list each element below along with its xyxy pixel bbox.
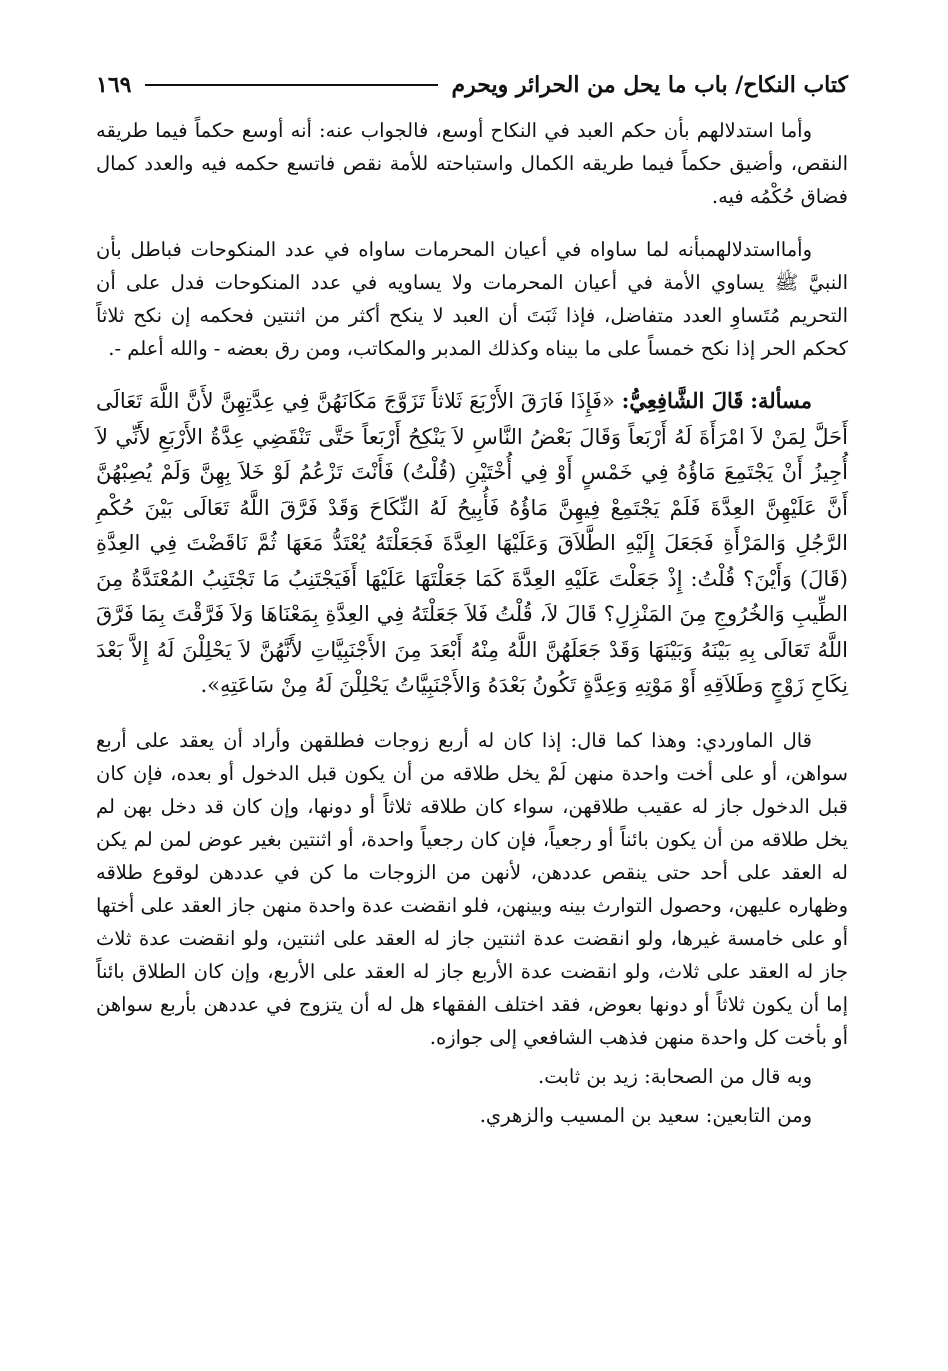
paragraph-mawardi-commentary: قال الماوردي: وهذا كما قال: إذا كان له أربع زوجات فطلقهن وأراد أن يعقد على أربع سواهن، أو على أخت واحدة منهن لَمْ يخل طلاقه من أن يكون قبل الدخول أو بعده، فإن كان قبل الدخول جاز له عقيب طلاقهن، سواء كان طلاقه ثلاثاً أو دونها، وإن كان قد دخل بهن لم يخل طلاقه من أن يكون بائناً أو رجعياً، فإن كان رجعياً واحدة، أو اثنتين بغير عوض لمن لم يكن له العقد على أحد حتى ينقص عددهن، لأنهن من الزوجات ما كن في عددهن لوقوع طلاقه وظهاره عليهن، وحصول التوارث بينه وبينهن، فلو انقضت عدة واحدة منهن جاز العقد على أختها أو على خامسة غيرها، ولو انقضت عدة اثنتين جاز له العقد على اثنتين، ولو انقضت عدة ثلاث جاز له العقد على ثلاث، ولو انقضت عدة الأربع جاز له العقد على الأربع، وإن كان الطلاق بائناً إما أن يكون ثلاثاً أو دونها بعوض، فقد اختلف الفقهاء هل له أن يتزوج في عددهن بأربع سواهن أو بأخت كل واحدة منهن فذهب الشافعي إلى جوازه. — [96, 728, 848, 1049]
page-number: ١٦٩ — [96, 72, 132, 98]
running-title: كتاب النكاح/ باب ما يحل من الحرائر ويحرم — [451, 72, 848, 98]
header-rule — [145, 84, 437, 86]
running-header — [96, 62, 848, 108]
masala-text: «فَإِذَا فَارَقَ الأَرْبَعَ ثَلاثاً تَزَوَّجَ مَكَانَهُنَّ فِي عِدَّتِهِنَّ لأَنَّ اللَّهَ تَعَالَى أَحَلَّ لِمَنْ لاَ امْرَأَةَ لَهُ أَرْبَعاً وَقَالَ بَعْضُ النَّاسِ لاَ يَنْكِحُ أَرْبَعاً حَتَّى تَنْقَضِي عِدَّةُ الأَرْبَعِ لأَنِّي لاَ أُجِيزُ أَنْ يَجْتَمِعَ مَاؤُهُ فِي خَمْسٍ أَوْ فِي أُخْتَيْنِ (قُلْتُ) فَأَنْتَ تَزْعُمُ لَوْ خَلاَ بِهِنَّ وَلَمْ يُصِبْهُنَّ أَنَّ عَلَيْهِنَّ العِدَّةَ فَلَمْ يَجْتَمِعْ فِيهِنَّ مَاؤُهُ فَأُبِيحُ لَهُ النِّكَاحَ وَقَدْ فَرَّقَ اللَّهُ تَعَالَى بَيْنَ حُكْمِ الرَّجُلِ وَالمَرْأَةِ فَجَعَلَ إِلَيْهِ الطَّلاَقَ وَعَلَيْهَا العِدَّةَ فَجَعَلْتَهُ يُعْتَدُّ مَعَهَا ثُمَّ نَاقَضْتَ فِي العِدَّةِ (قَالَ) وَأَيْنَ؟ قُلْتُ: إِذْ جَعَلْتَ عَلَيْهِ العِدَّةَ كَمَا جَعَلْتَهَا عَلَيْهَا أَفَيَجْتَنِبُ مَا تَجْتَنِبُ المُعْتَدَّةُ مِنَ الطِّيبِ وَالخُرُوجِ مِنَ المَنْزِلِ؟ قَالَ لاَ، قُلْتُ فَلاَ جَعَلْتَهُ فِي العِدَّةِ بِمَعْنَاهَا وَلاَ فَرَّقْتَ بِمَا فَرَّقَ اللَّهُ تَعَالَى بِهِ بَيْنَهُ وَبَيْنَهَا وَقَدْ جَعَلَهُنَّ اللَّهُ مِنْهُ أَبْعَدَ مِنَ الأَجْنَبِيَّاتِ لأَنَّهُنَّ لاَ يَحْلِلْنَ لَهُ إِلاَّ بَعْدَ نِكَاحِ زَوْجٍ وَطَلاَقِهِ أَوْ مَوْتِهِ وَعِدَّةٍ تَكُونُ بَعْدَهُ وَالأَجْنَبِيَّاتُ يَحْلِلْنَ لَهُ مِنْ سَاعَتِهِ». — [96, 389, 848, 697]
masala-paragraph — [96, 383, 848, 704]
book-page — [96, 62, 848, 1342]
line-companions: وبه قال من الصحابة: زيد بن ثابت. — [538, 1064, 812, 1088]
masala-speaker: قَالَ الشَّافِعِيُّ: — [621, 388, 744, 413]
line-followers: ومن التابعين: سعيد بن المسيب والزهري. — [479, 1103, 812, 1127]
paragraph-reply-slave-rule: وأما استدلالهم بأن حكم العبد في النكاح أوسع، فالجواب عنه: أنه أوسع حكماً فيما طريقه النقص، وأضيق حكماً فيما طريقه الكمال واستباحته للأمة نقص فاتسع حكمه فيه والعدد كمال فضاق حُكْمُه فيه. — [96, 119, 848, 208]
masala-label: مسألة: — [750, 388, 812, 413]
paragraph-reply-equality-argument: وأمااستدلالهمبأنه لما ساواه في أعيان المحرمات ساواه في عدد المنكوحات فباطل بأن النبيَّ ﷺ يساوي الأمة في أعيان المحرمات ولا يساويه في عدد المنكوحات فدل على أن التحريم مُتَساوِ العدد متفاضل، فإذا ثَبَتَ أن العبد لا ينكح أكثر من اثنتين فحكمه إن نكح ثلاثاً كحكم الحر إذا نكح خمساً على ما بيناه وكذلك المدبر والمكاتب، ومن رق بعضه - والله أعلم -. — [96, 238, 848, 360]
